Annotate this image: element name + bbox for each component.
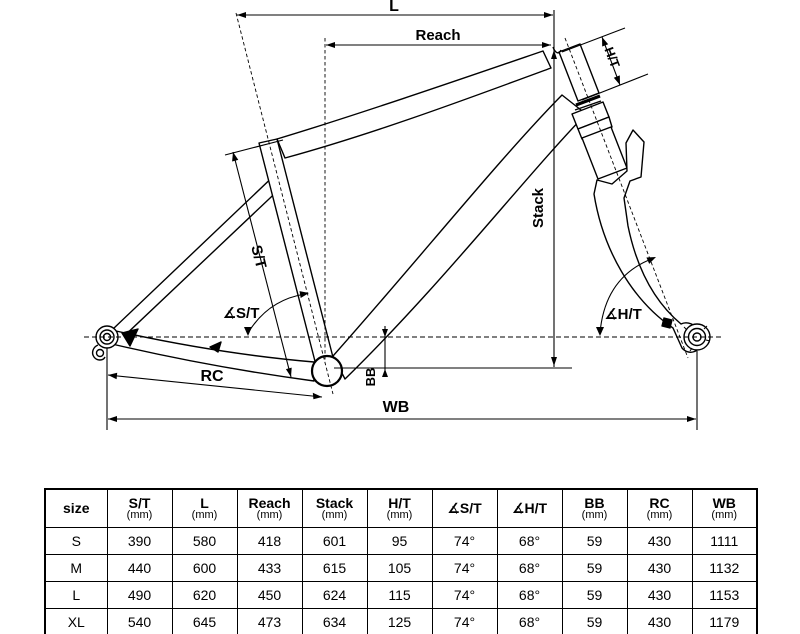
table-cell: 105 [367,555,432,582]
header-cell: WB (mm) [692,489,757,528]
table-cell: 430 [627,555,692,582]
table-cell: 473 [237,609,302,634]
table-cell: 634 [302,609,367,634]
header-cell: L (mm) [172,489,237,528]
geometry-table [44,488,758,634]
header-cell: ∡S/T [432,489,497,528]
table-cell: 430 [627,582,692,609]
head-tube [559,44,599,101]
table-cell: 624 [302,582,367,609]
header-cell: RC (mm) [627,489,692,528]
header-cell: BB (mm) [562,489,627,528]
table-cell: 59 [562,609,627,634]
dim-label-reach: Reach [415,27,461,44]
header-cell: Stack (mm) [302,489,367,528]
table-header-row [45,489,757,528]
table-row [45,582,757,609]
dim-label-angle-ht: ∡H/T [604,306,642,323]
table-cell: 450 [237,582,302,609]
table-cell: 74° [432,555,497,582]
dim-label-wb: WB [382,399,410,416]
table-cell: 1179 [692,609,757,634]
table-cell: XL [45,609,107,634]
dim-label-stack: Stack [530,187,547,229]
header-cell: size [45,489,107,528]
geometry-table-body [45,528,757,634]
table-cell: L [45,582,107,609]
table-cell: 115 [367,582,432,609]
table-cell: 1153 [692,582,757,609]
dim-label-st: S/T [247,243,270,271]
header-cell: Reach (mm) [237,489,302,528]
dim-label-l: L [389,0,399,15]
table-row [45,528,757,555]
table-row [45,609,757,634]
dim-label-bb: BB [363,367,378,387]
header-cell: S/T (mm) [107,489,172,528]
table-cell: 68° [497,528,562,555]
table-row [45,555,757,582]
bike-frame-drawing [93,44,710,386]
geometry-table-head [45,489,757,528]
dim-label-rc: RC [200,368,224,385]
front-brake-mount [662,318,672,328]
table-cell: 59 [562,528,627,555]
table-cell: 59 [562,582,627,609]
table-cell: 1111 [692,528,757,555]
dim-label-angle-st: ∡S/T [222,305,260,322]
dim-label-ht: H/T [601,44,623,70]
table-cell: 433 [237,555,302,582]
table-cell: 440 [107,555,172,582]
top-tube [277,51,551,158]
table-cell: 418 [237,528,302,555]
table-cell: 490 [107,582,172,609]
table-cell: 95 [367,528,432,555]
table-cell: 601 [302,528,367,555]
table-cell: 390 [107,528,172,555]
table-cell: S [45,528,107,555]
table-cell: 68° [497,555,562,582]
header-cell: H/T (mm) [367,489,432,528]
table-cell: 68° [497,609,562,634]
table-cell: 74° [432,528,497,555]
table-cell: 580 [172,528,237,555]
table-cell: 430 [627,528,692,555]
fork-stanchion [582,127,627,179]
table-cell: 74° [432,609,497,634]
header-cell: ∡H/T [497,489,562,528]
table-cell: 540 [107,609,172,634]
reference-lines [84,13,723,394]
table-cell: 68° [497,582,562,609]
table-cell: 615 [302,555,367,582]
hanger-bolt [97,350,104,357]
table-cell: 430 [627,609,692,634]
table-cell: 1132 [692,555,757,582]
table-cell: 600 [172,555,237,582]
seat-tube [259,139,336,373]
table-cell: 74° [432,582,497,609]
table-cell: M [45,555,107,582]
table-cell: 59 [562,555,627,582]
table-cell: 125 [367,609,432,634]
table-cell: 620 [172,582,237,609]
table-cell: 645 [172,609,237,634]
down-tube [333,95,586,379]
